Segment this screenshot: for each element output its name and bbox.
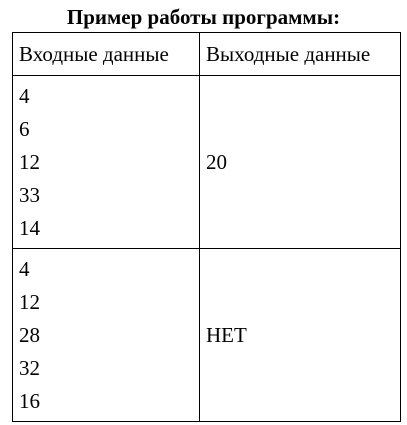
input-value: 4 xyxy=(19,83,30,108)
input-value: 12 xyxy=(19,289,40,314)
output-cell: НЕТ xyxy=(200,249,401,422)
input-value: 14 xyxy=(19,215,40,240)
table-row xyxy=(13,76,401,249)
input-lines xyxy=(19,253,193,418)
input-value: 28 xyxy=(19,322,40,347)
input-lines xyxy=(19,80,193,245)
table-header-row xyxy=(13,33,401,76)
input-cell xyxy=(13,249,200,422)
input-value: 6 xyxy=(19,116,30,141)
input-value: 4 xyxy=(19,256,30,281)
io-example-table xyxy=(12,32,401,422)
input-value: 12 xyxy=(19,149,40,174)
example-title: Пример работы программы: xyxy=(66,5,341,29)
input-value: 16 xyxy=(19,388,40,413)
input-header: Входные данные xyxy=(13,33,200,76)
input-cell xyxy=(13,76,200,249)
output-header: Выходные данные xyxy=(200,33,401,76)
output-cell: 20 xyxy=(200,76,401,249)
input-value: 33 xyxy=(19,182,40,207)
table-row xyxy=(13,249,401,422)
input-value: 32 xyxy=(19,355,40,380)
